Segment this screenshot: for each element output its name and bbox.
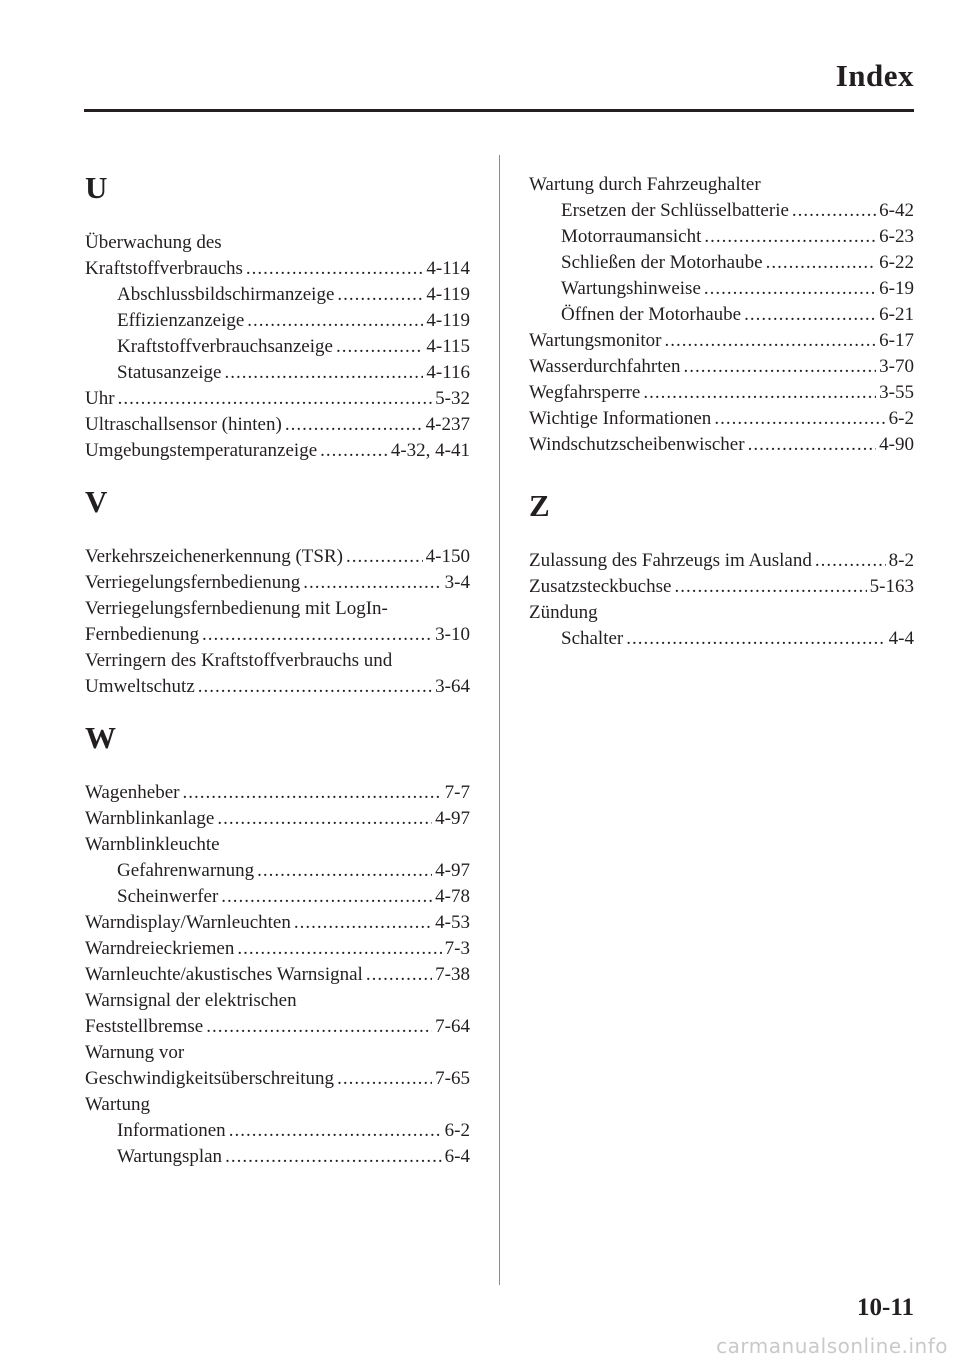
entry-page: 5-32	[435, 388, 470, 409]
entry-term: Schalter	[561, 628, 624, 649]
entry-term: Gefahrenwarnung	[117, 860, 255, 881]
index-subentry	[85, 282, 470, 308]
index-entry	[85, 256, 470, 282]
section-letter: U	[85, 170, 108, 205]
section-letter: V	[85, 484, 108, 519]
entry-page: 7-64	[435, 1016, 470, 1037]
leader-dots	[182, 780, 441, 806]
leader-dots	[303, 570, 441, 596]
section-v	[85, 484, 470, 700]
index-subentry	[529, 302, 914, 328]
entry-page: 5-163	[869, 576, 914, 597]
entry-page: 4-53	[435, 912, 470, 933]
entry-term: Informationen	[117, 1120, 226, 1141]
index-entry	[529, 380, 914, 406]
index-heading: Warnsignal der elektrischen	[85, 990, 297, 1011]
leader-dots	[346, 544, 423, 570]
index-entry	[529, 354, 914, 380]
entry-term: Abschlussbildschirmanzeige	[117, 284, 335, 305]
entry-page: 4-78	[435, 886, 470, 907]
leader-dots	[337, 282, 423, 308]
page-title: Index	[835, 58, 914, 93]
entry-term: Effizienzanzeige	[117, 310, 245, 331]
leader-dots	[229, 1118, 442, 1144]
index-subentry	[529, 198, 914, 224]
leader-dots	[285, 412, 423, 438]
entry-page: 8-2	[888, 550, 914, 571]
leader-dots	[225, 1144, 442, 1170]
index-entry	[85, 438, 470, 464]
leader-dots	[198, 674, 432, 700]
section-z	[529, 488, 914, 652]
entry-page: 7-3	[444, 938, 470, 959]
entry-page: 6-4	[444, 1146, 470, 1167]
index-subentry	[85, 858, 470, 884]
index-entry	[85, 386, 470, 412]
index-heading: Wartung	[85, 1094, 150, 1115]
entry-term: Verriegelungsfernbedienung	[85, 572, 301, 593]
entry-term: Umgebungstemperaturanzeige	[85, 440, 318, 461]
index-entry	[529, 548, 914, 574]
index-subentry	[85, 1118, 470, 1144]
entry-page: 6-23	[879, 226, 914, 247]
index-heading: Warnblinkleuchte	[85, 834, 220, 855]
index-entry	[529, 432, 914, 458]
leader-dots	[714, 406, 885, 432]
entry-page: 4-150	[425, 546, 470, 567]
index-entry	[85, 780, 470, 806]
entry-term: Wartungsplan	[117, 1146, 223, 1167]
section-u	[85, 170, 470, 464]
entry-term: Wegfahrsperre	[529, 382, 641, 403]
index-entry	[85, 1066, 470, 1092]
entry-page: 3-64	[435, 676, 470, 697]
page-number: 10-11	[857, 1294, 914, 1321]
entry-term: Warnleuchte/akustisches Warnsignal	[85, 964, 363, 985]
entry-page: 4-119	[426, 310, 470, 331]
entry-page: 4-97	[435, 808, 470, 829]
index-entry	[85, 962, 470, 988]
leader-dots	[217, 806, 432, 832]
entry-page: 4-114	[426, 258, 470, 279]
index-entry	[85, 570, 470, 596]
entry-term: Zusatzsteckbuchse	[529, 576, 672, 597]
entry-page: 6-22	[879, 252, 914, 273]
entry-page: 7-7	[444, 782, 470, 803]
entry-page: 6-19	[879, 278, 914, 299]
leader-dots	[118, 386, 433, 412]
entry-term: Wartungshinweise	[561, 278, 701, 299]
index-entry	[529, 328, 914, 354]
leader-dots	[336, 334, 423, 360]
entry-term: Kraftstoffverbrauchs	[85, 258, 243, 279]
watermark: carmanualsonline.info	[716, 1334, 948, 1358]
column-divider	[499, 155, 500, 1285]
entry-term: Motorraumansicht	[561, 226, 702, 247]
index-entry	[85, 544, 470, 570]
entry-term: Fernbedienung	[85, 624, 199, 645]
leader-dots	[246, 256, 423, 282]
entry-page: 3-10	[435, 624, 470, 645]
leader-dots	[683, 354, 876, 380]
leader-dots	[643, 380, 876, 406]
index-subentry	[529, 224, 914, 250]
entry-term: Kraftstoffverbrauchsanzeige	[117, 336, 333, 357]
entry-page: 4-115	[426, 336, 470, 357]
entry-term: Schließen der Motorhaube	[561, 252, 763, 273]
leader-dots	[748, 432, 877, 458]
leader-dots	[237, 936, 441, 962]
index-subentry	[529, 250, 914, 276]
entry-term: Geschwindigkeitsüberschreitung	[85, 1068, 335, 1089]
index-entry	[85, 936, 470, 962]
leader-dots	[320, 438, 388, 464]
entry-page: 7-38	[435, 964, 470, 985]
entry-page: 4-116	[426, 362, 470, 383]
leader-dots	[257, 858, 432, 884]
leader-dots	[744, 302, 876, 328]
entry-page: 4-237	[425, 414, 470, 435]
entry-term: Wasserdurchfahrten	[529, 356, 681, 377]
entry-page: 4-97	[435, 860, 470, 881]
entry-term: Ersetzen der Schlüsselbatterie	[561, 200, 789, 221]
header-rule	[84, 109, 914, 112]
entry-page: 6-2	[444, 1120, 470, 1141]
entry-page: 3-70	[879, 356, 914, 377]
entry-term: Wagenheber	[85, 782, 180, 803]
index-heading: Wartung durch Fahrzeughalter	[529, 174, 761, 195]
index-entry	[85, 674, 470, 700]
entry-page: 6-21	[879, 304, 914, 325]
leader-dots	[626, 626, 885, 652]
index-entry	[85, 806, 470, 832]
entry-term: Zulassung des Fahrzeugs im Ausland	[529, 550, 812, 571]
entry-term: Öffnen der Motorhaube	[561, 304, 742, 325]
entry-page: 6-17	[879, 330, 914, 351]
entry-term: Ultraschallsensor (hinten)	[85, 414, 282, 435]
entry-page: 6-42	[879, 200, 914, 221]
index-heading: Verringern des Kraftstoffverbrauchs und	[85, 650, 393, 671]
entry-term: Verkehrszeichenerkennung (TSR)	[85, 546, 343, 567]
entry-page: 4-32, 4-41	[390, 440, 470, 461]
entry-term: Uhr	[85, 388, 115, 409]
leader-dots	[815, 548, 886, 574]
leader-dots	[766, 250, 877, 276]
entry-page: 7-65	[435, 1068, 470, 1089]
section-w	[85, 720, 470, 1170]
index-entry	[85, 910, 470, 936]
index-heading: Verriegelungsfernbedienung mit LogIn-	[85, 598, 388, 619]
entry-term: Wichtige Informationen	[529, 408, 712, 429]
index-entry	[85, 1014, 470, 1040]
index-subentry	[85, 884, 470, 910]
index-subentry	[85, 360, 470, 386]
index-subentry	[85, 1144, 470, 1170]
entry-term: Warndreieckriemen	[85, 938, 235, 959]
entry-page: 6-2	[888, 408, 914, 429]
index-subentry	[85, 308, 470, 334]
entry-term: Umweltschutz	[85, 676, 195, 697]
index-entry	[85, 622, 470, 648]
index-entry	[85, 412, 470, 438]
leader-dots	[704, 276, 876, 302]
right-column	[529, 172, 914, 672]
leader-dots	[674, 574, 866, 600]
index-entry	[529, 574, 914, 600]
entry-page: 4-119	[426, 284, 470, 305]
left-column	[85, 170, 470, 1190]
index-heading: Zündung	[529, 602, 598, 623]
entry-page: 3-4	[444, 572, 470, 593]
entry-page: 3-55	[879, 382, 914, 403]
leader-dots	[366, 962, 432, 988]
index-entry	[529, 406, 914, 432]
entry-term: Windschutzscheibenwischer	[529, 434, 745, 455]
index-heading: Warnung vor	[85, 1042, 185, 1063]
leader-dots	[665, 328, 877, 354]
entry-term: Warndisplay/Warnleuchten	[85, 912, 291, 933]
index-subentry	[529, 626, 914, 652]
leader-dots	[247, 308, 423, 334]
entry-page: 4-4	[888, 628, 914, 649]
leader-dots	[704, 224, 876, 250]
leader-dots	[294, 910, 432, 936]
entry-term: Wartungsmonitor	[529, 330, 662, 351]
entry-term: Statusanzeige	[117, 362, 222, 383]
entry-term: Warnblinkanlage	[85, 808, 215, 829]
leader-dots	[202, 622, 432, 648]
section-letter: W	[85, 720, 116, 755]
entry-page: 4-90	[879, 434, 914, 455]
section-w-continued	[529, 172, 914, 458]
index-subentry	[529, 276, 914, 302]
leader-dots	[224, 360, 423, 386]
entry-term: Feststellbremse	[85, 1016, 204, 1037]
section-letter: Z	[529, 488, 550, 523]
leader-dots	[206, 1014, 432, 1040]
index-heading: Überwachung des	[85, 232, 222, 253]
leader-dots	[792, 198, 876, 224]
leader-dots	[221, 884, 432, 910]
leader-dots	[337, 1066, 432, 1092]
entry-term: Scheinwerfer	[117, 886, 219, 907]
index-subentry	[85, 334, 470, 360]
